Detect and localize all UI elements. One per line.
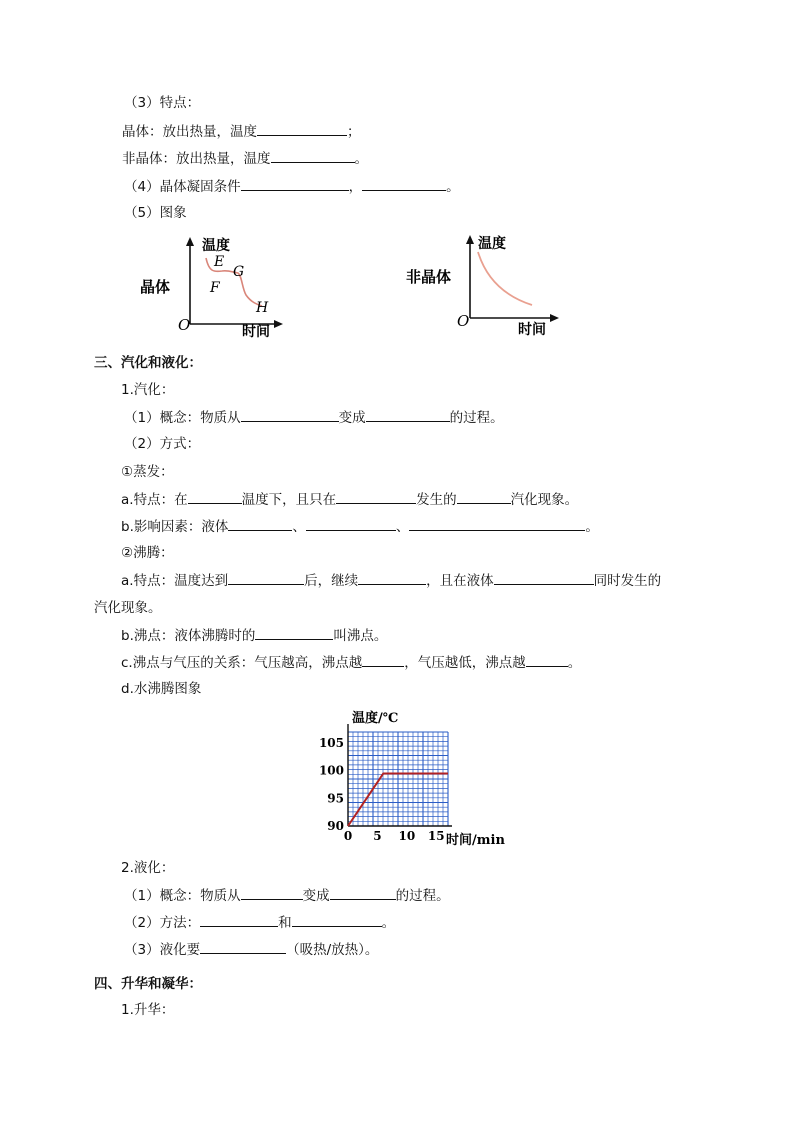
boiling-feature-line	[121, 570, 661, 591]
text: b.沸点：液体沸腾时的	[121, 628, 256, 644]
vaporization-heading: 1.汽化：	[121, 382, 175, 398]
chart-grid	[348, 732, 448, 826]
y-axis-label: 温度	[478, 236, 506, 252]
chart-x-axis-label: 时间/min	[446, 833, 505, 848]
fill-blank[interactable]	[292, 912, 382, 927]
text: 发生的	[416, 492, 457, 508]
y-tick-label: 105	[318, 736, 344, 751]
x-axis-arrow	[274, 320, 283, 328]
fill-blank[interactable]	[200, 912, 278, 927]
y-axis-arrow	[186, 237, 194, 246]
evaporation-heading: ①蒸发：	[121, 464, 174, 480]
methods-heading: （2）方式：	[124, 436, 201, 452]
punctuation: 。	[446, 179, 460, 195]
text: （吸热/放热）。	[286, 942, 379, 958]
text: c.沸点与气压的关系：气压越高，沸点越	[121, 655, 363, 671]
crystal-cooling-figure	[130, 232, 290, 342]
features-heading: （3）特点：	[124, 95, 201, 111]
punctuation: 。	[381, 915, 396, 931]
text: ，且在液体	[426, 573, 494, 589]
chart-y-axis-label: 温度/℃	[352, 711, 399, 726]
origin-label: O	[178, 316, 191, 334]
text: 温度下，且只在	[241, 492, 337, 508]
fill-blank[interactable]	[257, 121, 347, 136]
point-f-label: F	[210, 280, 220, 296]
liquefaction-method-line	[124, 912, 395, 933]
fill-blank[interactable]	[255, 625, 333, 640]
punctuation: 。	[354, 151, 368, 167]
punctuation: 。	[567, 655, 582, 671]
y-tick-label: 90	[327, 819, 344, 833]
boiling-graph-heading: d.水沸腾图象	[121, 681, 202, 697]
text: 同时发生的	[593, 573, 662, 589]
text: 的过程。	[449, 410, 504, 426]
fill-blank[interactable]	[200, 939, 286, 954]
text: a.特点：在	[121, 492, 188, 508]
boiling-heading: ②沸腾：	[121, 545, 174, 561]
crystal-side-label: 晶体	[140, 278, 171, 296]
fill-blank[interactable]	[228, 516, 292, 531]
text: ，气压越低，沸点越	[404, 655, 526, 671]
boiling-feature-continuation: 汽化现象。	[94, 600, 162, 616]
punctuation: 。	[585, 519, 599, 535]
liquefaction-heading: 2.液化：	[121, 860, 175, 876]
x-tick-label: 0	[343, 829, 353, 843]
crystal-feature-line	[122, 121, 361, 142]
fill-blank[interactable]	[336, 489, 416, 504]
amorphous-side-label: 非晶体	[406, 268, 452, 286]
amorphous-cooling-curve	[478, 252, 532, 305]
amorphous-feature-label: 非晶体：放出热量，温度	[122, 151, 271, 167]
section4-title: 四、升华和凝华：	[94, 976, 202, 992]
fill-blank[interactable]	[330, 885, 396, 900]
y-tick-label: 100	[318, 763, 344, 778]
vaporization-concept-line	[124, 407, 504, 428]
evaporation-feature-line	[121, 489, 578, 510]
punctuation: 、	[292, 519, 306, 535]
point-h-label: H	[256, 300, 269, 316]
fill-blank[interactable]	[358, 570, 426, 585]
fill-blank[interactable]	[362, 176, 446, 191]
fill-blank[interactable]	[271, 148, 355, 163]
punctuation: ，	[348, 179, 363, 195]
punctuation: ；	[347, 124, 361, 140]
fill-blank[interactable]	[228, 570, 304, 585]
origin-label: O	[457, 312, 470, 330]
pressure-relation-line	[121, 652, 581, 673]
sublimation-heading: 1.升华：	[121, 1002, 175, 1018]
text: （1）概念：物质从	[124, 888, 241, 904]
water-boiling-chart	[318, 704, 518, 850]
text: （2）方法：	[124, 915, 201, 931]
fill-blank[interactable]	[362, 652, 404, 667]
amorphous-feature-line	[122, 148, 368, 169]
x-axis-arrow	[550, 314, 559, 322]
text: 的过程。	[395, 888, 450, 904]
fill-blank[interactable]	[366, 407, 450, 422]
fill-blank[interactable]	[241, 407, 339, 422]
text: （3）液化要	[124, 942, 201, 958]
point-e-label: E	[214, 254, 225, 270]
fill-blank[interactable]	[306, 516, 396, 531]
fill-blank[interactable]	[241, 885, 303, 900]
x-tick-label: 15	[427, 829, 445, 843]
text: 变成	[302, 888, 330, 904]
graph-heading: （5）图象	[124, 205, 187, 221]
x-axis-label: 时间	[242, 324, 270, 340]
fill-blank[interactable]	[457, 489, 511, 504]
condition-label: （4）晶体凝固条件	[124, 179, 241, 195]
section3-title: 三、汽化和液化：	[94, 355, 202, 371]
fill-blank[interactable]	[188, 489, 242, 504]
solidify-condition-line	[124, 176, 460, 197]
y-axis-label: 温度	[202, 238, 230, 254]
x-tick-label: 10	[398, 829, 416, 843]
text: 变成	[338, 410, 366, 426]
text: 和	[278, 915, 292, 931]
y-tick-label: 95	[327, 791, 344, 806]
fill-blank[interactable]	[241, 176, 349, 191]
tick-labels	[319, 736, 445, 843]
text: a.特点：温度达到	[121, 573, 229, 589]
x-axis-label: 时间	[518, 322, 546, 338]
text: 后，继续	[304, 573, 359, 589]
point-g-label: G	[233, 264, 245, 280]
text: 叫沸点。	[333, 628, 388, 644]
amorphous-cooling-figure	[402, 232, 562, 342]
chart-axes	[348, 724, 452, 826]
liquefaction-concept-line	[124, 885, 450, 906]
liquefaction-heat-line	[124, 939, 378, 960]
crystal-feature-label: 晶体：放出热量，温度	[122, 124, 257, 140]
fill-blank[interactable]	[409, 516, 585, 531]
boiling-point-line	[121, 625, 387, 646]
text: 汽化现象。	[510, 492, 579, 508]
fill-blank[interactable]	[494, 570, 594, 585]
y-axis-arrow	[466, 235, 474, 244]
text: （1）概念：物质从	[124, 410, 241, 426]
fill-blank[interactable]	[526, 652, 568, 667]
evaporation-factors-line	[121, 516, 599, 537]
x-tick-label: 5	[373, 829, 382, 843]
text: b.影响因素：液体	[121, 519, 229, 535]
punctuation: 、	[395, 519, 410, 535]
